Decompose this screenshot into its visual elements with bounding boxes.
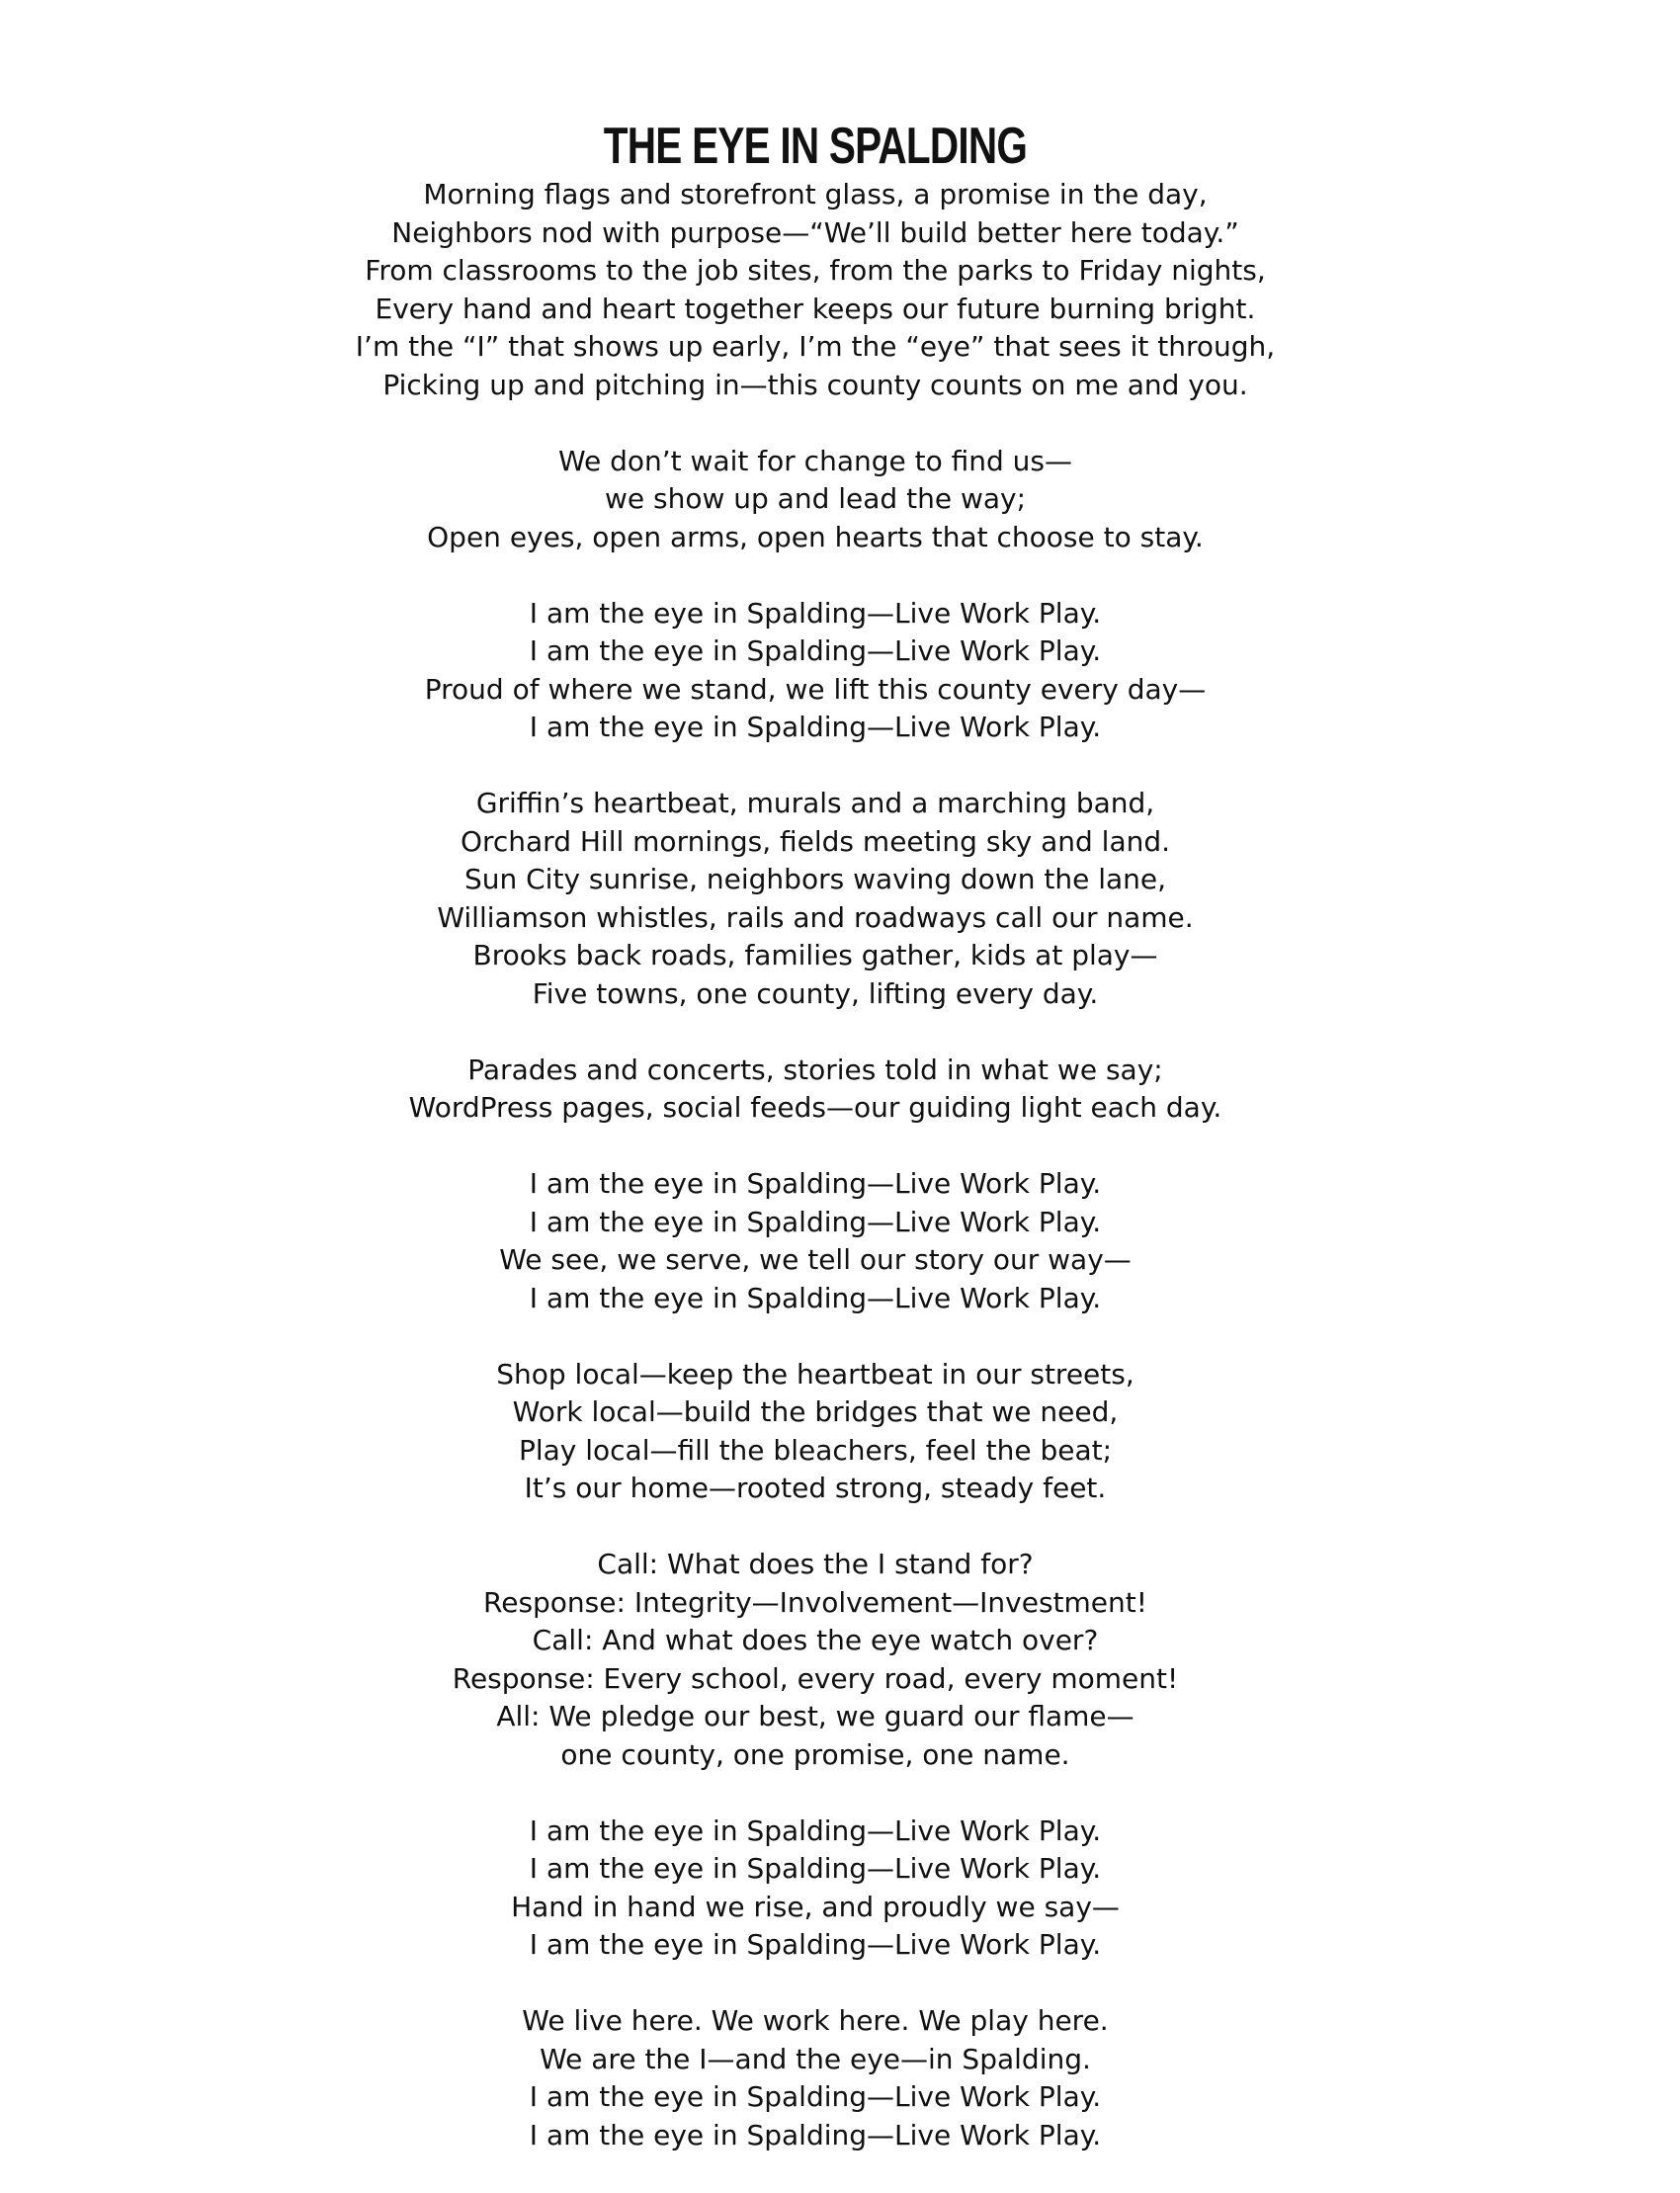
lyric-line: Hand in hand we rise, and proudly we say— [511,1890,1120,1923]
lyric-line: I am the eye in Spalding—Live Work Play. [529,1928,1102,1961]
lyric-line: Call: What does the I stand for? [597,1548,1034,1580]
lyric-line: I am the eye in Spalding—Live Work Play. [529,1813,1102,1847]
stanza [0,2002,1631,2154]
lyric-line: Call: And what does the eye watch over? [532,1624,1099,1656]
stanza [0,1813,1631,1965]
lyric-line: I am the eye in Spalding—Live Work Play. [529,1852,1102,1885]
lyric-line: WordPress pages, social feeds—our guiding light each day. [408,1091,1222,1124]
lyric-line: one county, one promise, one name. [560,1737,1070,1771]
stanza [0,1546,1631,1774]
lyric-line: Response: Every school, every road, every moment! [452,1661,1179,1695]
lyric-line: We don’t wait for change to find us— [557,444,1073,477]
lyric-line: Parades and concerts, stories told in what we say; [467,1053,1163,1086]
lyric-line: Sun City sunrise, neighbors waving down the lane, [463,863,1167,895]
lyric-line: I am the eye in Spalding—Live Work Play. [529,634,1102,667]
lyric-line: From classrooms to the job sites, from the parks to Friday nights, [365,254,1266,287]
stanza [0,1356,1631,1508]
lyric-line: We are the I—and the eye—in Spalding. [540,2042,1091,2075]
lyric-line: I am the eye in Spalding—Live Work Play. [529,2080,1102,2113]
stanza [0,1052,1631,1128]
lyric-line: Proud of where we stand, we lift this county every day— [424,672,1207,706]
lyric-line: Brooks back roads, families gather, kids at play— [472,939,1158,971]
lyric-line: I’m the “I” that shows up early, I’m the “eye” that sees it through, [355,330,1276,363]
stanza [0,443,1631,557]
lyric-line: I am the eye in Spalding—Live Work Play. [529,1205,1102,1238]
lyric-line: Griffin’s heartbeat, murals and a marching band, [475,787,1155,819]
song-title: THE EYE IN SPALDING [603,117,1028,175]
lyric-line: Shop local—keep the heartbeat in our streets, [496,1357,1134,1391]
lyric-line: Play local—fill the bleachers, feel the beat; [518,1433,1113,1467]
lyric-line: Orchard Hill mornings, fields meeting sky and land. [460,824,1171,858]
lyrics-body [0,176,1631,2193]
lyric-line: Picking up and pitching in—this county counts on me and you. [382,368,1248,401]
lyric-line: Neighbors nod with purpose—“We’ll build better here today.” [391,215,1239,249]
lyric-line: Williamson whistles, rails and roadways call our name. [437,900,1194,934]
lyric-line: I am the eye in Spalding—Live Work Play. [529,1281,1102,1314]
lyric-line: Response: Integrity—Involvement—Investment! [483,1585,1147,1619]
lyric-line: I am the eye in Spalding—Live Work Play. [529,2118,1102,2151]
lyric-line: We live here. We work here. We play here. [522,2004,1109,2037]
stanza [0,176,1631,404]
lyric-line: I am the eye in Spalding—Live Work Play. [529,711,1102,743]
lyric-line: It’s our home—rooted strong, steady feet. [524,1472,1107,1504]
lyric-line: Morning flags and storefront glass, a promise in the day, [423,178,1208,211]
lyric-line: We see, we serve, we tell our story our way— [499,1243,1132,1276]
lyric-line: Every hand and heart together keeps our future burning bright. [375,292,1256,325]
lyric-line: All: We pledge our best, we guard our flame— [496,1700,1134,1732]
stanza [0,1165,1631,1317]
lyric-line: I am the eye in Spalding—Live Work Play. [529,596,1102,630]
lyric-line: Work local—build the bridges that we need, [512,1395,1119,1428]
lyric-line: I am the eye in Spalding—Live Work Play. [529,1167,1102,1200]
lyric-line: Five towns, one county, lifting every day. [532,976,1099,1010]
stanza [0,595,1631,747]
lyric-line: we show up and lead the way; [604,482,1027,515]
lyric-line: Open eyes, open arms, open hearts that choose to stay. [427,520,1204,553]
stanza [0,785,1631,1013]
